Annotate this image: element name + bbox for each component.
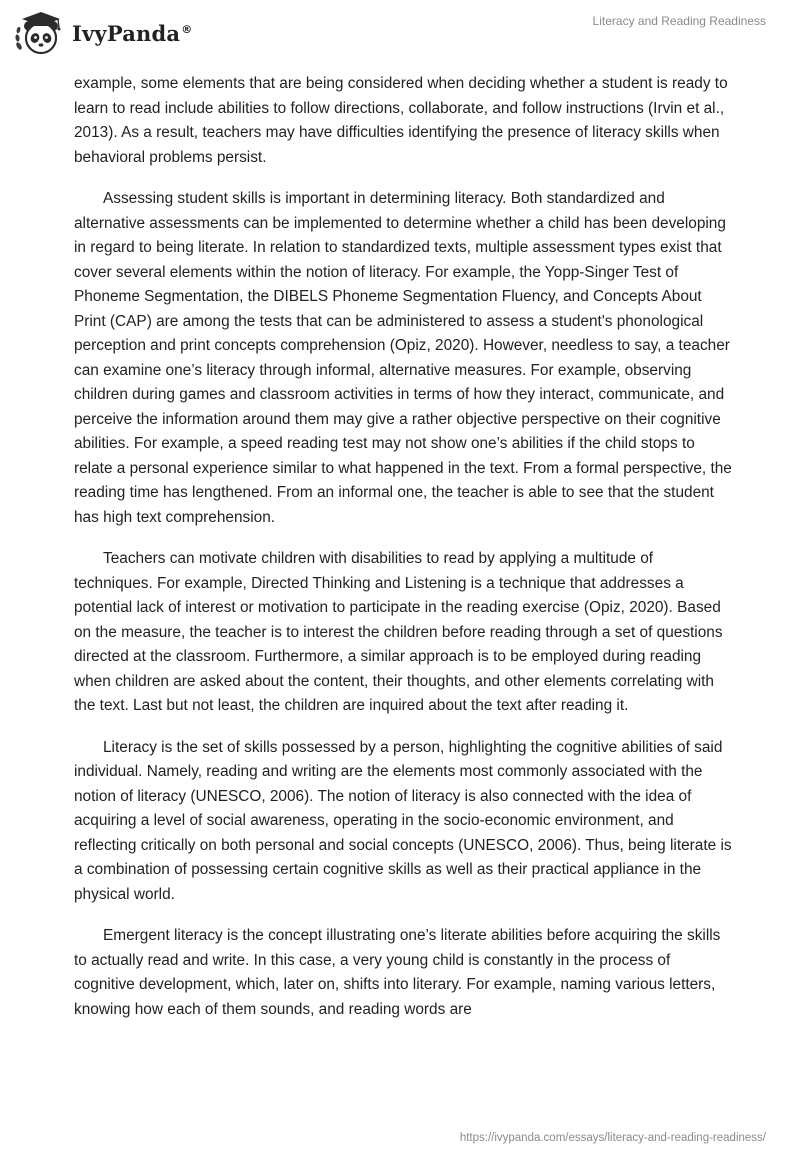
paragraph: Teachers can motivate children with disabilities to read by applying a multitude of techniques. For example, Directed Thinking and Listening is a technique that addresses a potential lack of interest or motivation to participate in the reading exercise (Opiz, 2020). Based on the measure, the teacher is to interest the children before reading through a set of questions directed at the classroom. Furthermore, a similar approach is to be employed during reading when children are asked about the content, their thoughts, and other elements correlating with the text. Last but not least, the children are inquired about the text after reading it. xyxy=(74,550,723,714)
registered-mark: ® xyxy=(181,22,193,36)
paragraph-continuation: example, some elements that are being considered when deciding whether a student is ready to learn to read include abilities to follow directions, collaborate, and follow instructions (Irvin et al., 2013). As a result, teachers may have difficulties identifying the presence of literacy skills when behavioral problems persist. xyxy=(74,75,728,166)
source-url[interactable]: https://ivypanda.com/essays/literacy-and-reading-readiness/ xyxy=(459,1132,766,1144)
paragraph: Emergent literacy is the concept illustrating one’s literate abilities before acquiring the skills to actually read and write. In this case, a very young child is constantly in the process of cognitive development, which, later on, shifts into literary. For example, naming various letters, knowing how each of them sounds, and reading words are xyxy=(74,927,721,1018)
paragraph: Assessing student skills is important in determining literacy. Both standardized and alternative assessments can be implemented to determine whether a child has been developing in regard to being literate. In relation to standardized texts, multiple assessment types exist that cover several elements within the notion of literacy. For example, the Yopp-Singer Test of Phoneme Segmentation, the DIBELS Phoneme Segmentation Fluency, and Concepts About Print (CAP) are among the tests that can be administered to assess a student's phonological perception and print concepts comprehension (Opiz, 2020). However, needless to say, a teacher can examine one’s literacy through informal, alternative measures. For example, observing children during games and classroom activities in terms of how they interact, communicate, and perceive the information around them may give a rather objective perspective on their cognitive abilities. For example, a speed reading test may not show one’s abilities if the child stops to relate a personal experience similar to what happened in the text. From a formal perspective, the reading time has lengthened. From an informal one, the teacher is able to see that the student has high text comprehension. xyxy=(74,190,732,526)
running-title: Literacy and Reading Readiness xyxy=(592,14,766,28)
panda-graduation-cap-icon xyxy=(14,8,66,58)
essay-body xyxy=(74,72,734,1039)
ivypanda-logo[interactable] xyxy=(14,8,192,58)
brand-name: IvyPanda® xyxy=(72,20,193,46)
paragraph: Literacy is the set of skills possessed by a person, highlighting the cognitive abilities of said individual. Namely, reading and writing are the elements most commonly associated with the notion of literacy (UNESCO, 2006). The notion of literacy is also connected with the idea of acquiring a level of social awareness, operating in the socio-economic environment, and reflecting critically on both personal and social concepts (UNESCO, 2006). Thus, being literate is a combination of possessing certain cognitive skills as well as their practical appliance in the physical world. xyxy=(74,738,732,903)
page-header xyxy=(0,0,800,66)
